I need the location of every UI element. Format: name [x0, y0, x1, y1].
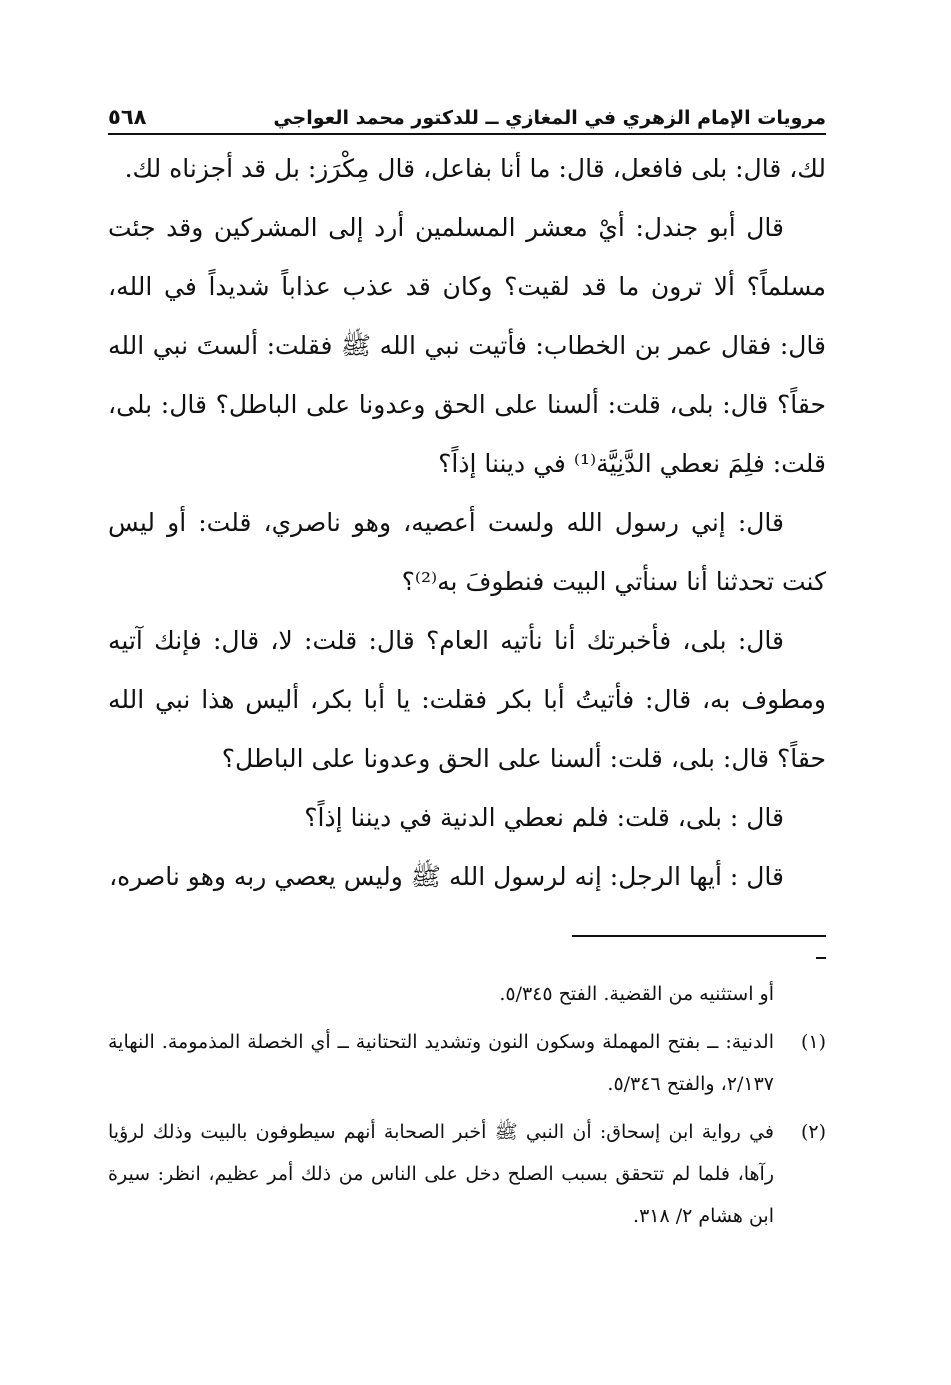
footnote-1 [108, 1021, 826, 1105]
footnote-continuation-mark [816, 957, 826, 959]
footnote-separator [572, 935, 826, 937]
paragraph-2: قال أبو جندل: أيْ معشر المسلمين أرد إلى المشركين وقد جئت مسلماً؟ ألا ترون ما قد لقيت؟ وكان قد عذب عذاباً شديداً في الله، قال: فقال عمر بن الخطاب: فأتيت نبي الله ﷺ فقلت: ألستَ نبي الله حقاً؟ قال: بلى، قلت: ألسنا على الحق وعدونا على الباطل؟ قال: بلى، قلت: فلِمَ نعطي الدَّنِيَّة⁽¹⁾ في ديننا إذاً؟ [108, 213, 826, 478]
footnote-continuation-text: أو استثنيه من القضية. الفتح ٥/٣٤٥. [499, 983, 774, 1005]
paragraph-4: قال: بلى، فأخبرتك أنا نأتيه العام؟ قال: قلت: لا، قال: فإنك آتيه ومطوف به، قال: فأتيتُ أبا بكر فقلت: يا أبا بكر، أليس هذا نبي الله حقاً؟ قال: بلى، قلت: ألسنا على الحق وعدونا على الباطل؟ [108, 626, 826, 773]
footnote-text: في رواية ابن إسحاق: أن النبي ﷺ أخبر الصحابة أنهم سيطوفون بالبيت وذلك لرؤيا رآها، فلما لم تتحقق بسبب الصلح دخل على الناس من ذلك أمر عظيم، انظر: سيرة ابن هشام ٢/ ٣١٨. [108, 1121, 774, 1227]
paragraph-1: لك، قال: بلى فافعل، قال: ما أنا بفاعل، قال مِكْرَز: بل قد أجزناه لك. [124, 154, 826, 183]
footnotes [108, 973, 826, 1237]
paragraph-6: قال : أيها الرجل: إنه لرسول الله ﷺ وليس يعصي ربه وهو ناصره، [109, 862, 784, 891]
main-text [108, 139, 826, 906]
book-title: مرويات الإمام الزهري في المغازي ــ للدكتور محمد العواجي [273, 107, 826, 129]
paragraph-5: قال : بلى، قلت: فلم نعطي الدنية في ديننا إذاً؟ [304, 803, 784, 832]
footnote-number: (٢) [800, 1121, 826, 1143]
page-number: ٥٦٨ [108, 105, 147, 129]
footnote-text: الدنية: ــ بفتح المهملة وسكون النون وتشديد التحتانية ــ أي الخصلة المذمومة. النهاية ٢/١٣٧، والفتح ٥/٣٤٦. [108, 1031, 774, 1095]
paragraph-3: قال: إني رسول الله ولست أعصيه، وهو ناصري، قلت: أو ليس كنت تحدثنا أنا سنأتي البيت فنطوفَ به⁽²⁾؟ [108, 508, 826, 596]
running-header [108, 95, 826, 135]
book-page [108, 95, 826, 1275]
footnote-2 [108, 1111, 826, 1237]
footnote-continuation [108, 973, 826, 1015]
footnote-number: (١) [800, 1031, 826, 1053]
